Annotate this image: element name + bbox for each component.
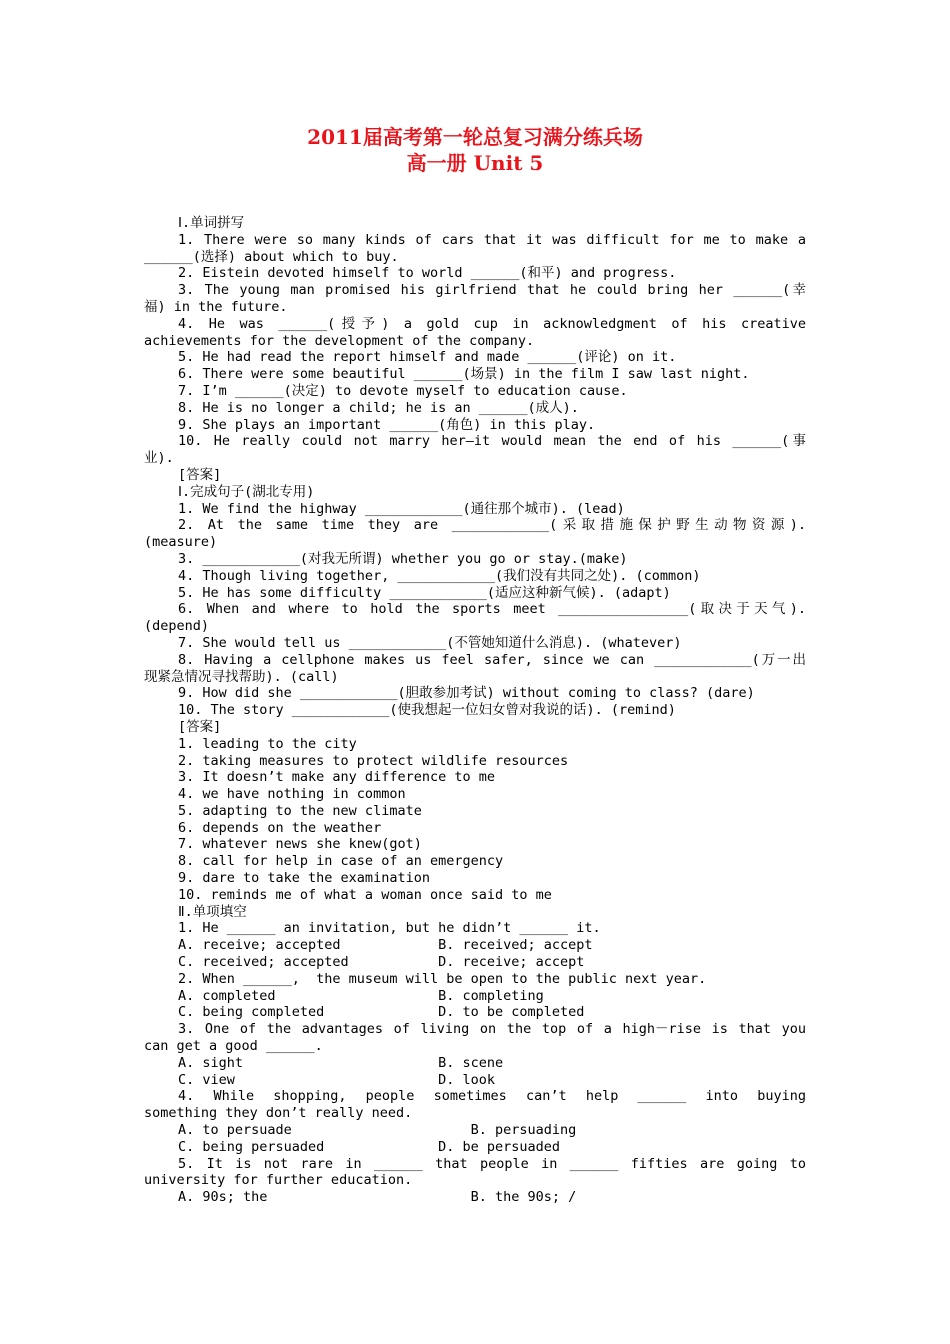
document-body xyxy=(144,215,806,1206)
text-line: 7. whatever news she knew(got) xyxy=(178,836,422,853)
text-line: 6. There were some beautiful ______(场景) in the film I saw last night. xyxy=(178,366,750,383)
text-line: C. being persuaded D. be persuaded xyxy=(178,1138,561,1155)
text-line: 2. At the same time they are ____________(采取措施保护野生动物资源). xyxy=(178,517,806,534)
text-line: ______(选择) about which to buy. xyxy=(144,248,399,265)
document-title: 2011届高考第一轮总复习满分练兵场 xyxy=(307,125,643,149)
text-line: 1. leading to the city xyxy=(178,735,357,752)
text-line: 9. dare to take the examination xyxy=(178,870,430,887)
document-subtitle: 高一册 Unit 5 xyxy=(406,151,544,175)
text-line: 2. taking measures to protect wildlife resources xyxy=(178,752,569,769)
text-line: 4. we have nothing in common xyxy=(178,786,406,803)
text-line: 3. ____________(对我无所谓) whether you go or stay.(make) xyxy=(178,550,628,567)
text-line: 5. He had read the report himself and made ______(评论) on it. xyxy=(178,349,677,366)
text-line: A. completed B. completing xyxy=(178,987,544,1004)
text-line: 5. He has some difficulty ____________(适应这种新气候). (adapt) xyxy=(178,584,671,601)
text-line: A. receive; accepted B. received; accept xyxy=(178,937,593,954)
text-line: 4. He was ______(授予) a gold cup in acknowledgment of his creative xyxy=(178,315,806,332)
text-line: 7. I’m ______(决定) to devote myself to education cause. xyxy=(178,382,628,399)
text-line: can get a good ______. xyxy=(144,1038,323,1055)
text-line: 福) in the future. xyxy=(144,298,288,315)
text-line: 10. He really could not marry her—it would mean the end of his ______(事 xyxy=(178,433,806,450)
text-line: 9. She plays an important ______(角色) in this play. xyxy=(178,416,596,433)
text-line: 10. The story ____________(使我想起一位妇女曾对我说的话). (remind) xyxy=(178,702,676,719)
text-line: 4. While shopping, people sometimes can’t help ______ into buying xyxy=(178,1088,806,1105)
text-line: C. view D. look xyxy=(178,1071,495,1088)
text-line: A. sight B. scene xyxy=(178,1054,504,1071)
text-line: 3. One of the advantages of living on the top of a high－rise is that you xyxy=(178,1021,806,1038)
text-line: 1. We find the highway ____________(通往那个城市). (lead) xyxy=(178,500,625,517)
text-line: 9. How did she ____________(胆敢参加考试) without coming to class? (dare) xyxy=(178,685,755,702)
text-line: 10. reminds me of what a woman once said to me xyxy=(178,886,552,903)
text-line: Ⅰ.完成句子(湖北专用) xyxy=(178,483,315,500)
text-line: C. received; accepted D. receive; accept xyxy=(178,954,585,971)
text-line: 6. depends on the weather xyxy=(178,819,382,836)
text-line: [答案] xyxy=(178,718,222,735)
text-line: (depend) xyxy=(144,618,210,635)
text-line: 5. adapting to the new climate xyxy=(178,802,422,819)
text-line: A. 90s; the B. the 90s; / xyxy=(178,1189,577,1206)
text-line: 6. When and where to hold the sports meet ________________(取决于天气). xyxy=(178,601,806,618)
text-line: [答案] xyxy=(178,466,222,483)
text-line: 3. It doesn’t make any difference to me xyxy=(178,769,495,786)
text-line: A. to persuade B. persuading xyxy=(178,1122,577,1139)
text-line: Ⅰ.单词拼写 xyxy=(178,215,245,231)
text-line: 2. When ______, the museum will be open to the public next year. xyxy=(178,970,707,987)
text-line: something they don’t really need. xyxy=(144,1105,413,1122)
text-line: 7. She would tell us ____________(不管她知道什么消息). (whatever) xyxy=(178,634,682,651)
text-line: C. being completed D. to be completed xyxy=(178,1004,585,1021)
text-line: 4. Though living together, ____________(我们没有共同之处). (common) xyxy=(178,567,701,584)
text-line: 现紧急情况寻找帮助). (call) xyxy=(144,668,339,685)
text-line: 3. The young man promised his girlfriend that he could bring her ______(幸 xyxy=(178,282,806,299)
text-line: achievements for the development of the company. xyxy=(144,332,535,349)
text-line: 8. call for help in case of an emergency xyxy=(178,853,504,870)
text-line: 业). xyxy=(144,450,174,467)
text-line: (measure) xyxy=(144,534,218,551)
text-line: 2. Eistein devoted himself to world ______(和平) and progress. xyxy=(178,265,677,282)
text-line: 8. Having a cellphone makes us feel safer, since we can ____________(万一出 xyxy=(178,651,806,668)
text-line: 8. He is no longer a child; he is an ______(成人). xyxy=(178,399,579,416)
text-line: 1. There were so many kinds of cars that it was difficult for me to make a xyxy=(178,231,806,248)
text-line: Ⅱ.单项填空 xyxy=(178,903,247,920)
text-line: university for further education. xyxy=(144,1172,413,1189)
text-line: 1. He ______ an invitation, but he didn’t ______ it. xyxy=(178,920,601,937)
text-line: 5. It is not rare in ______ that people in ______ fifties are going to xyxy=(178,1155,806,1172)
